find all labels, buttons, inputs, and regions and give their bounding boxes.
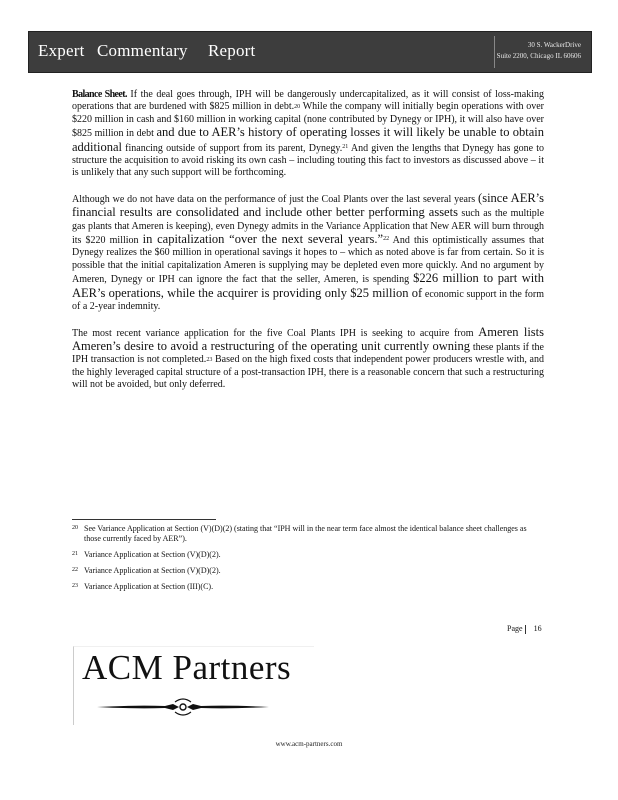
footnote-text: See Variance Application at Section (V)(D)(2) (stating that “IPH will in the near term face almost the identical balance sheet challenges as those currently faced by AER”). xyxy=(84,524,527,543)
header-address xyxy=(497,40,581,62)
paragraph-text: And given the lengths that Dynegy has gone to structure the acquisition to avoid risking its own cash – including touting this fact to investors as discussed above – it is unlikely that any such support will be forthcoming. xyxy=(72,142,544,179)
paragraph-text: And this optimistically assumes that Dynegy realizes the $60 million in operational savings it hopes to – which as noted above is far from certain. So it is possible that the initial capitalization Ameren is supplying may be depleted even more quickly. And no argument by Ameren, Dynegy or IPH can ignore the fact that the seller, Ameren, is spending xyxy=(72,235,545,286)
paragraph-restructuring xyxy=(72,326,544,392)
footnotes xyxy=(72,524,542,598)
footnote-number: 20 xyxy=(72,525,78,531)
page-label: Page xyxy=(507,624,523,633)
paragraph-text: $226 million to part with AER’s operations, while the acquirer is providing only $25 million of xyxy=(72,271,544,300)
paragraph-text: Based on the high fixed costs that independent power producers wrestle with, and the highly leveraged capital structure of a post-transaction IPH, there is a reasonable concern that such a restructuring will not be avoided, but only deferred. xyxy=(72,354,545,391)
page-number-value: 16 xyxy=(533,624,542,633)
paragraph-text: Although we do not have data on the performance of just the Coal Plants over the last several years xyxy=(72,193,476,205)
footer-url[interactable]: www.acm-partners.com xyxy=(275,740,343,748)
page-bar xyxy=(525,625,526,634)
report-header-bar xyxy=(28,31,592,73)
footnote-item xyxy=(72,550,542,560)
paragraph-balance-sheet xyxy=(72,89,544,180)
page-number xyxy=(507,624,542,634)
footnote-item xyxy=(72,566,542,576)
footnote-ref[interactable]: 20 xyxy=(294,104,301,111)
footnote-separator xyxy=(72,519,216,520)
footnote-item xyxy=(72,582,542,592)
header-word-commentary: Commentary xyxy=(97,41,188,60)
company-logo: ACM Partners xyxy=(82,648,292,687)
paragraph-text: Ameren lists Ameren’s desire to avoid a restructuring of the operating unit currently owning xyxy=(72,324,545,353)
paragraph-text: in capitalization “over the next several years.” xyxy=(142,232,384,247)
footnote-text: Variance Application at Section (V)(D)(2). xyxy=(84,550,221,559)
footnote-ref[interactable]: 21 xyxy=(342,143,349,150)
footnote-ref[interactable]: 22 xyxy=(383,236,390,243)
footnote-number: 23 xyxy=(72,583,78,589)
paragraph-text: and due to AER’s history of operating losses it will likely be unable to obtain additional xyxy=(72,125,544,154)
report-body xyxy=(72,89,544,404)
footnote-text: Variance Application at Section (V)(D)(2). xyxy=(84,566,221,575)
paragraph-performance xyxy=(72,192,544,314)
paragraph-text: economic support in the form of a 2-year indemnity. xyxy=(72,288,545,313)
paragraph-text: If the deal goes through, IPH will be dangerously undercapitalized, as it will consist of loss-making operations that are burdened with $825 million in debt. xyxy=(72,89,544,113)
ornament-flourish-icon xyxy=(95,696,271,718)
section-heading: Balance Sheet. xyxy=(72,89,127,100)
footnote-text: Variance Application at Section (III)(C). xyxy=(84,582,214,591)
header-word-report: Report xyxy=(208,41,256,60)
header-word-expert: Expert xyxy=(38,41,85,60)
footnote-ref[interactable]: 23 xyxy=(206,357,213,364)
paragraph-text: financing outside of support from its parent, Dynegy. xyxy=(125,142,343,154)
paragraph-text: these plants if the IPH transaction is not completed. xyxy=(72,341,544,366)
paragraph-text: The most recent variance application for the five Coal Plants IPH is seeking to acquire from xyxy=(72,327,474,339)
header-divider xyxy=(494,36,495,68)
footnote-number: 22 xyxy=(72,567,78,573)
footnote-number: 21 xyxy=(72,551,78,557)
footnote-item xyxy=(72,524,542,544)
paragraph-text: (since AER’s financial results are consolidated and include other better performing assets xyxy=(72,190,545,220)
paragraph-text: While the company will initially begin operations with over $220 million in cash and $160 million in working capital (none contributed by Dynegy or IPH), it will also have over $825 million in debt xyxy=(72,101,544,140)
address-line-1: 30 S. WackerDrive xyxy=(527,41,581,49)
paragraph-text: such as the multiple gas plants that Ameren is keeping), even Dynegy admits in the Variance Application that New AER will burn through its $220 million xyxy=(72,208,545,247)
address-line-2: Suite 2200, Chicago IL 60606 xyxy=(496,52,581,60)
